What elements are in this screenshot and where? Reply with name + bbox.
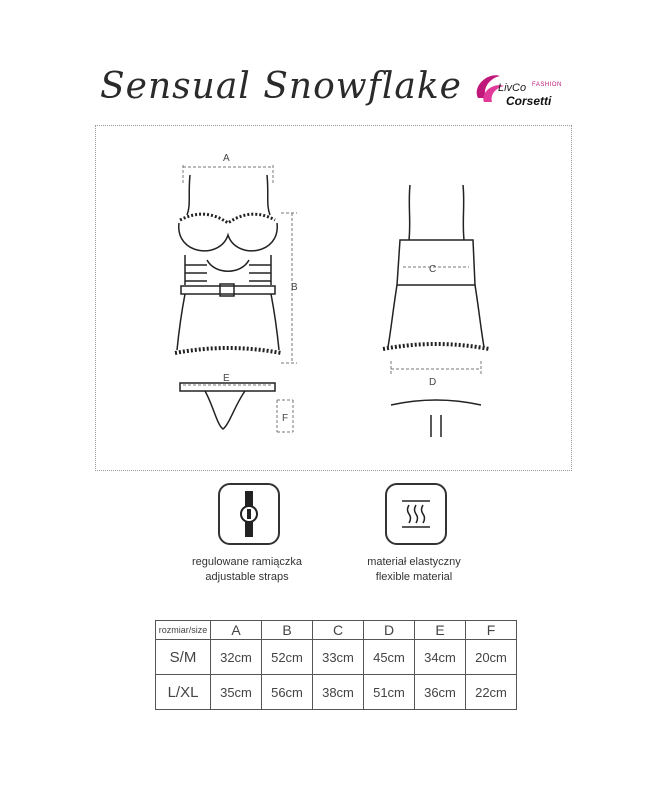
adjustable-strap-icon — [218, 483, 280, 545]
column-header: B — [262, 621, 313, 640]
table-cell: 52cm — [262, 640, 313, 675]
dimension-label-b: B — [291, 282, 298, 293]
dimension-label-a: A — [223, 153, 230, 164]
page-title: Sensual Snowflake — [100, 66, 462, 107]
feature-label-pl: materiał elastyczny — [367, 556, 461, 568]
brand-logo — [470, 66, 590, 116]
dimension-label-d: D — [429, 377, 437, 388]
size-name: S/M — [156, 640, 211, 675]
size-table — [155, 620, 517, 710]
feature-label-pl: regulowane ramiączka — [191, 556, 303, 568]
table-row — [156, 640, 517, 675]
feature-label-en: adjustable straps — [205, 571, 289, 583]
table-cell: 22cm — [466, 675, 517, 710]
elastic-material-icon — [385, 483, 447, 545]
table-cell: 32cm — [211, 640, 262, 675]
table-cell: 56cm — [262, 675, 313, 710]
table-cell: 45cm — [364, 640, 415, 675]
table-cell: 35cm — [211, 675, 262, 710]
table-row — [156, 675, 517, 710]
table-cell: 38cm — [313, 675, 364, 710]
column-header: A — [211, 621, 262, 640]
dimension-label-f: F — [282, 413, 289, 424]
feature-label-en: flexible material — [375, 571, 453, 583]
logo-text-line2: Corsetti — [506, 94, 552, 108]
size-table-header — [156, 621, 517, 640]
dimension-label-c: C — [429, 264, 437, 275]
measurement-diagram — [95, 125, 570, 469]
column-header: F — [466, 621, 517, 640]
feature-label-material — [314, 555, 514, 585]
table-cell: 20cm — [466, 640, 517, 675]
column-header: E — [415, 621, 466, 640]
dimension-label-e: E — [223, 373, 230, 384]
logo-text-line1: LivCo — [498, 82, 527, 94]
size-table-corner: rozmiar/size — [156, 621, 211, 640]
column-header: C — [313, 621, 364, 640]
table-cell: 34cm — [415, 640, 466, 675]
size-name: L/XL — [156, 675, 211, 710]
table-cell: 33cm — [313, 640, 364, 675]
logo-text-line3: FASHION — [532, 82, 562, 88]
table-cell: 51cm — [364, 675, 415, 710]
column-header: D — [364, 621, 415, 640]
table-cell: 36cm — [415, 675, 466, 710]
